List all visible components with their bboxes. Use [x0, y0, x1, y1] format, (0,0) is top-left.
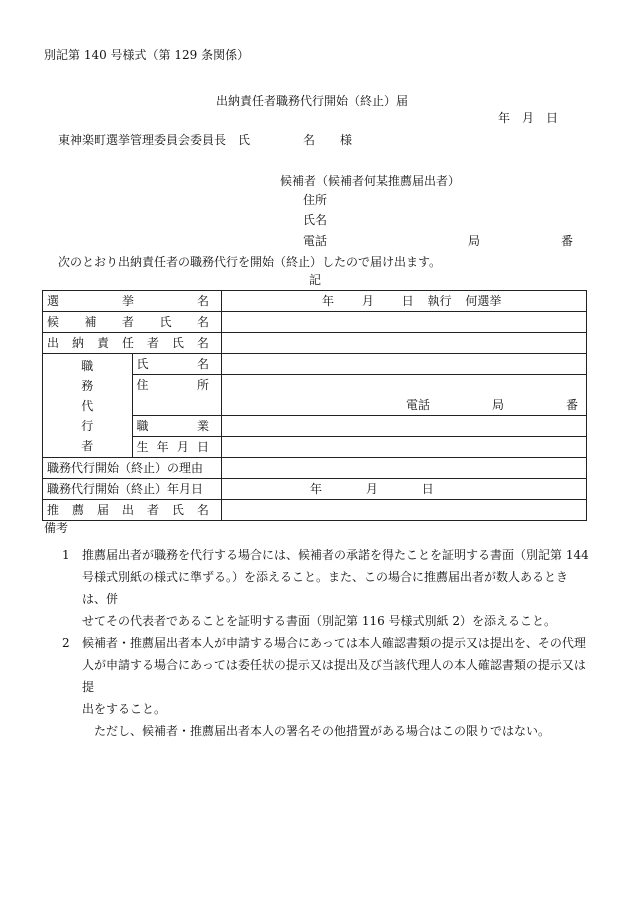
- label-char: 年: [156, 440, 169, 454]
- acting-name-value[interactable]: [222, 354, 587, 375]
- form-title: 出納責任者職務代行開始（終止）届: [216, 94, 409, 108]
- note-line: 推薦届出者が職務を代行する場合には、候補者の承諾を得たことを証明する書面（別記第 144: [82, 548, 589, 562]
- label-char: 名: [196, 315, 209, 329]
- row-acting-name: [43, 354, 587, 375]
- value-day: 日: [401, 294, 414, 308]
- value-month: 月: [361, 294, 374, 308]
- acting-job-label: [132, 416, 222, 437]
- reason-label: 職務代行開始（終止）の理由: [43, 458, 222, 479]
- acting-job-value[interactable]: [222, 416, 587, 437]
- note-number: 1: [62, 548, 70, 562]
- label-char: 名: [196, 357, 209, 371]
- label-char: 業: [196, 419, 209, 433]
- notes-section: [44, 520, 589, 742]
- note-item: [44, 544, 589, 632]
- acting-name-label: [132, 354, 222, 375]
- applicant-role: 候補者（候補者何某推薦届出者）: [280, 174, 461, 188]
- label-char: 名: [196, 294, 209, 308]
- label-char: 補: [84, 315, 97, 329]
- acting-phone-label: 電話: [406, 398, 431, 412]
- treasurer-value[interactable]: [222, 333, 587, 354]
- date-year: 年: [498, 111, 511, 125]
- label-char: 納: [71, 336, 84, 350]
- candidate-value[interactable]: [222, 312, 587, 333]
- label-char: 所: [196, 378, 209, 392]
- acting-birth-value[interactable]: [222, 437, 587, 458]
- label-char: 務: [81, 378, 94, 393]
- election-label: [43, 291, 222, 312]
- row-treasurer: [43, 333, 587, 354]
- row-reason: [43, 458, 587, 479]
- recommender-label: [43, 500, 222, 521]
- applicant-phone: [303, 234, 573, 248]
- addressee-name-label: 名: [303, 133, 316, 147]
- label-char: 薦: [71, 503, 84, 517]
- label-char: 日: [196, 440, 209, 454]
- label-char: 責: [96, 336, 109, 350]
- addressee-prefix: 東神楽町選挙管理委員会委員長 氏: [58, 133, 251, 147]
- notes-heading: 備考: [44, 521, 69, 535]
- label-char: 職: [81, 358, 94, 373]
- intro-text: 次のとおり出納責任者の職務代行を開始（終止）したので届け出ます。: [58, 255, 442, 269]
- applicant-address-label: 住所: [303, 193, 328, 207]
- row-date: [43, 479, 587, 500]
- report-table: [42, 290, 587, 521]
- note-line: 候補者・推薦届出者本人が申請する場合にあっては本人確認書類の提示又は提出を、その代理: [82, 636, 586, 650]
- reason-value[interactable]: [222, 458, 587, 479]
- label-char: 行: [81, 418, 94, 433]
- label-char: 候: [47, 315, 60, 329]
- label-char: 任: [121, 336, 134, 350]
- value-year: 年: [310, 482, 323, 496]
- label-char: 職: [136, 419, 149, 433]
- note-line: せてその代表者であることを証明する書面（別記第 116 号様式別紙 2）を添えること。: [82, 614, 556, 628]
- date-month: 月: [521, 111, 534, 125]
- row-election: [43, 291, 587, 312]
- date-day: 日: [545, 111, 558, 125]
- phone-label: 電話: [303, 234, 328, 248]
- label-char: 者: [121, 315, 134, 329]
- note-proviso: ただし、候補者・推薦届出者本人の署名その他措置がある場合はこの限りではない。: [94, 724, 551, 738]
- label-char: 名: [196, 503, 209, 517]
- candidate-label: [43, 312, 222, 333]
- label-char: 出: [121, 503, 134, 517]
- row-recommender: [43, 500, 587, 521]
- value-held: 執行: [427, 294, 452, 308]
- label-char: 選: [47, 294, 60, 308]
- acting-person-vertical-label: [43, 354, 133, 458]
- phone-bureau: 局: [467, 234, 480, 248]
- acting-phone-number: 番: [565, 398, 578, 412]
- label-char: 氏: [136, 357, 149, 371]
- label-char: 出: [47, 336, 60, 350]
- label-char: 氏: [171, 503, 184, 517]
- label-char: 者: [146, 503, 159, 517]
- label-char: 代: [81, 398, 94, 413]
- treasurer-label: [43, 333, 222, 354]
- applicant-name-label: 氏名: [303, 213, 328, 227]
- label-char: 者: [81, 438, 94, 453]
- row-candidate: [43, 312, 587, 333]
- label-char: 月: [176, 440, 189, 454]
- note-line: 出をすること。: [82, 702, 167, 716]
- label-char: 氏: [159, 315, 172, 329]
- acting-phone-value[interactable]: [222, 395, 587, 416]
- note-line: 人が申請する場合にあっては委任状の提示又は提出及び当該代理人の本人確認書類の提示又は提: [82, 658, 586, 694]
- acting-phone-bureau: 局: [491, 398, 504, 412]
- submission-date: [498, 111, 558, 125]
- value-day: 日: [421, 482, 434, 496]
- date-label: 職務代行開始（終止）年月日: [43, 479, 222, 500]
- acting-address-label: [132, 375, 222, 416]
- label-char: 氏: [171, 336, 184, 350]
- label-char: 者: [146, 336, 159, 350]
- label-char: 推: [47, 503, 60, 517]
- label-char: 住: [136, 378, 149, 392]
- value-month: 月: [365, 482, 378, 496]
- election-value[interactable]: [222, 291, 587, 312]
- note-item: [44, 632, 589, 720]
- addressee-suffix: 様: [340, 133, 353, 147]
- label-char: 挙: [121, 294, 134, 308]
- note-number: 2: [62, 636, 70, 650]
- form-number: 別記第 140 号様式（第 129 条関係）: [44, 48, 250, 62]
- note-line: 号様式別紙の様式に準ずる。）を添えること。また、この場合に推薦届出者が数人あるときは、併: [82, 570, 569, 606]
- recommender-value[interactable]: [222, 500, 587, 521]
- label-char: 生: [136, 440, 149, 454]
- acting-birth-label: [132, 437, 222, 458]
- phone-number: 番: [560, 234, 573, 248]
- ki-mark: 記: [309, 273, 322, 287]
- acting-address-value[interactable]: [222, 375, 587, 396]
- label-char: 届: [96, 503, 109, 517]
- value-election: 何選挙: [465, 294, 502, 308]
- label-char: 名: [196, 336, 209, 350]
- value-year: 年: [322, 294, 335, 308]
- date-value[interactable]: [222, 479, 587, 500]
